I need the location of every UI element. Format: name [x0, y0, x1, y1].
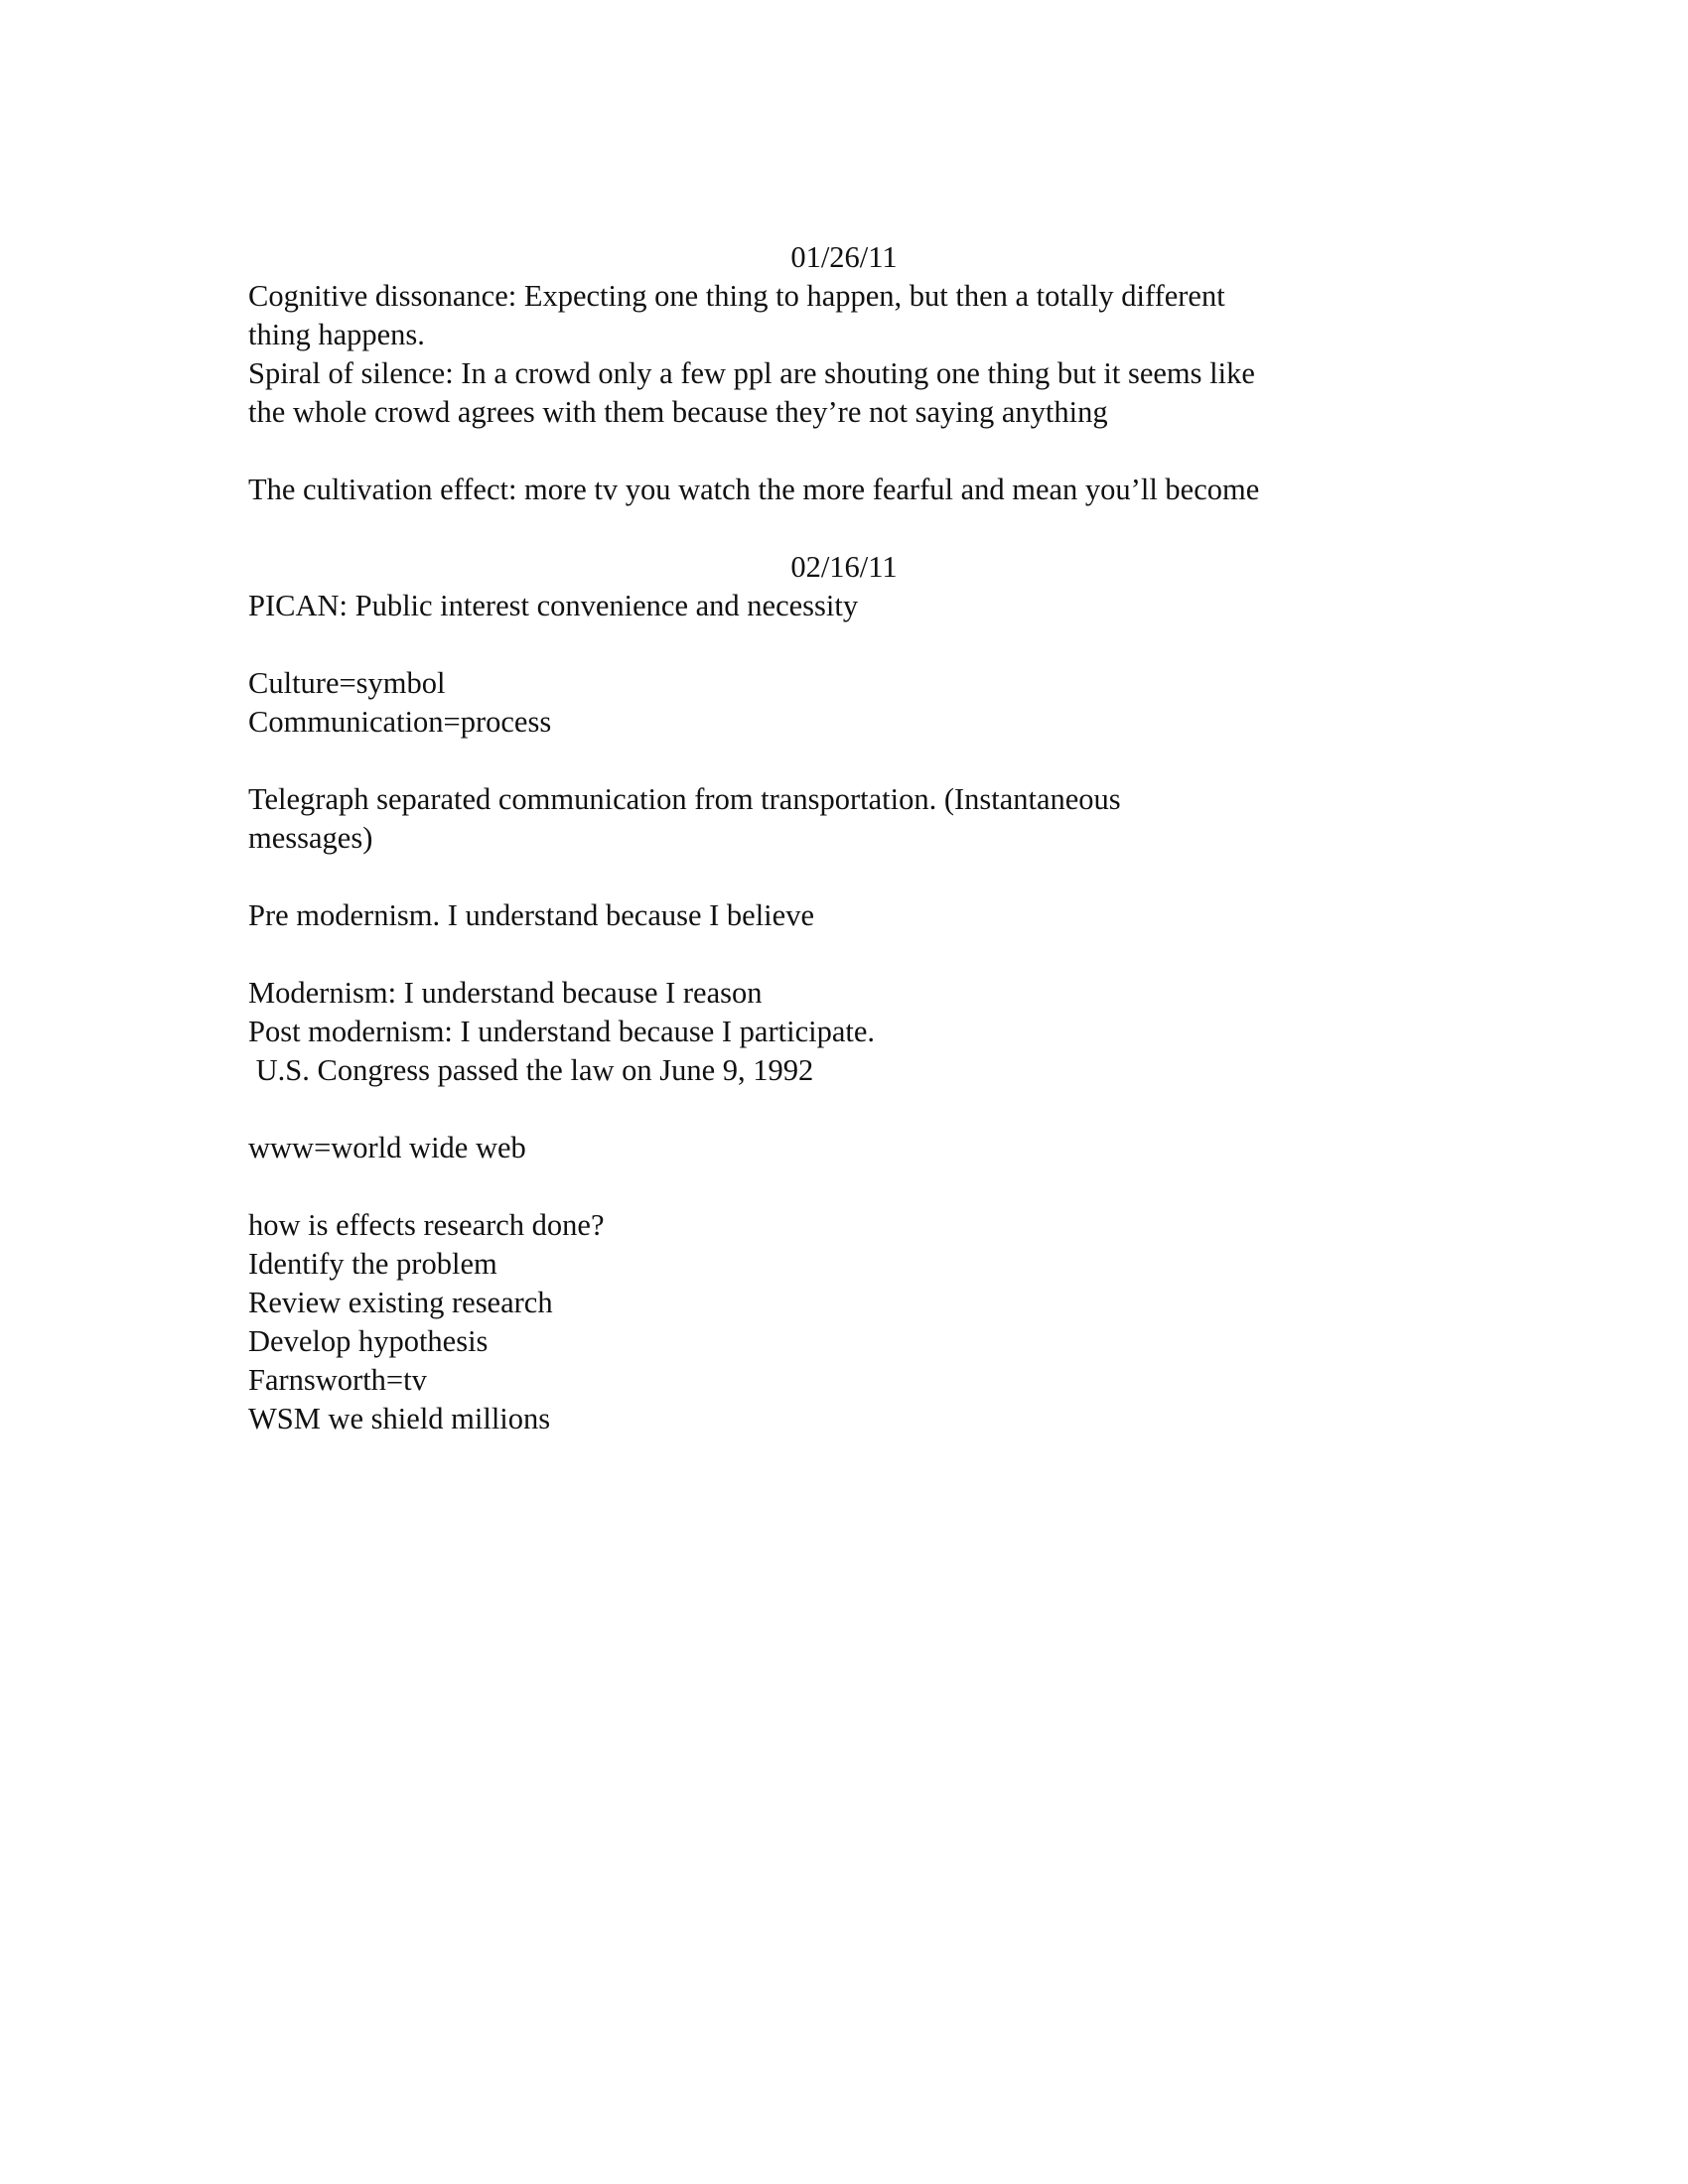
note-line: Farnsworth=tv — [248, 1363, 427, 1397]
blank-line — [248, 1167, 1440, 1206]
note-line: Cognitive dissonance: Expecting one thing to happen, but then a totally different — [248, 279, 1225, 313]
blank-line — [248, 625, 1440, 664]
blank-line — [248, 1090, 1440, 1129]
note-line: Spiral of silence: In a crowd only a few ppl are shouting one thing but it seems like — [248, 356, 1255, 390]
blank-line — [248, 432, 1440, 471]
note-line: Develop hypothesis — [248, 1324, 489, 1358]
note-line: WSM we shield millions — [248, 1402, 551, 1435]
note-line: The cultivation effect: more tv you watch the more fearful and mean you’ll become — [248, 473, 1260, 506]
note-line: the whole crowd agrees with them because they’re not saying anything — [248, 395, 1108, 429]
blank-line — [248, 509, 1440, 548]
section-date: 02/16/11 — [790, 550, 898, 584]
note-line: Pre modernism. I understand because I believe — [248, 898, 814, 932]
note-line: thing happens. — [248, 318, 425, 351]
note-line: Identify the problem — [248, 1247, 497, 1281]
blank-line — [248, 742, 1440, 780]
note-line: PICAN: Public interest convenience and necessity — [248, 589, 859, 622]
blank-line — [248, 935, 1440, 974]
note-line: Review existing research — [248, 1286, 553, 1319]
note-line: Modernism: I understand because I reason — [248, 976, 763, 1010]
note-line: Post modernism: I understand because I participate. — [248, 1015, 875, 1048]
note-line: Communication=process — [248, 705, 552, 739]
note-line: Culture=symbol — [248, 666, 446, 700]
note-line: Telegraph separated communication from transportation. (Instantaneous — [248, 782, 1121, 816]
note-line: how is effects research done? — [248, 1208, 605, 1242]
blank-line — [248, 858, 1440, 896]
note-line: messages) — [248, 821, 373, 855]
note-line: U.S. Congress passed the law on June 9, 1992 — [248, 1053, 814, 1087]
section-date: 01/26/11 — [790, 240, 898, 274]
document-page — [248, 238, 1440, 1438]
note-line: www=world wide web — [248, 1131, 526, 1164]
